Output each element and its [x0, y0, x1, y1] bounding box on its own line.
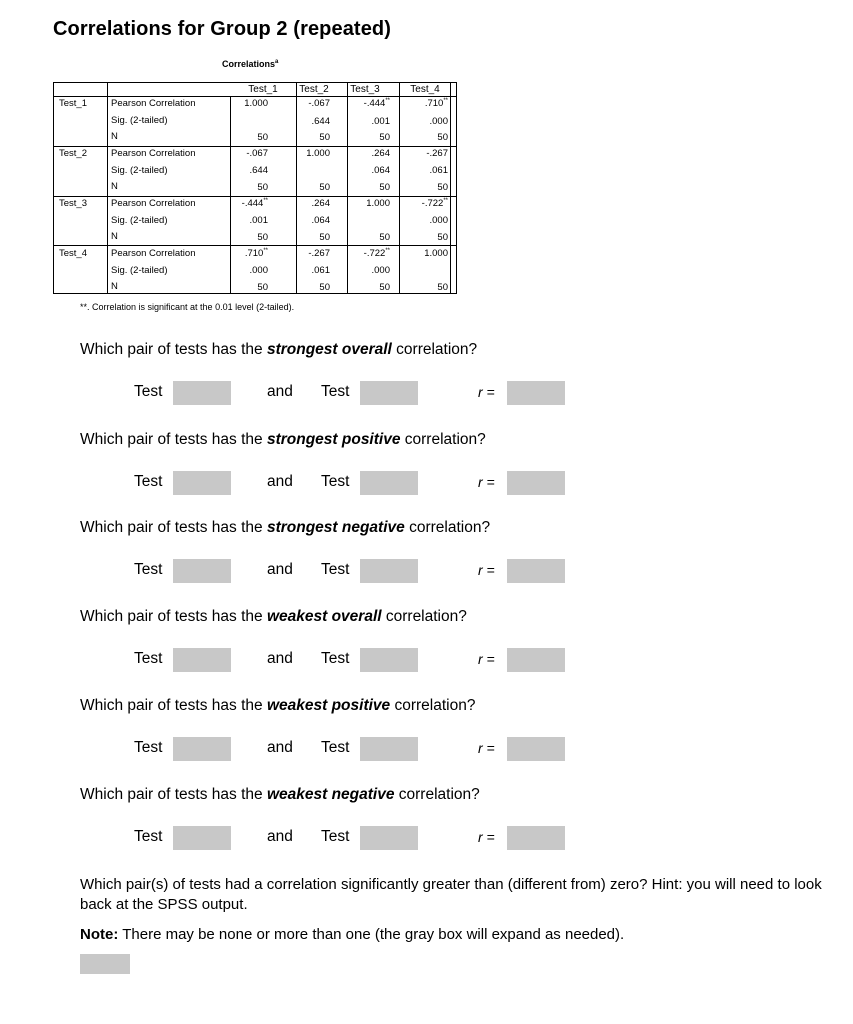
- n-cell: 50: [379, 132, 390, 143]
- sig-cell: .000: [429, 214, 448, 226]
- row-variable: Test_1: [59, 98, 87, 109]
- significance-mark: **: [385, 247, 390, 254]
- n-cell: 50: [257, 282, 268, 293]
- question-6: [80, 786, 480, 804]
- test-label: Test: [321, 561, 350, 578]
- pearson-cell: -.444**: [363, 97, 390, 109]
- r-label: r =: [478, 474, 495, 490]
- pearson-cell: -.722**: [421, 197, 448, 209]
- r-value-input[interactable]: [507, 381, 565, 405]
- r-label: r =: [478, 384, 495, 400]
- first-test-input[interactable]: [173, 381, 231, 405]
- r-label: r =: [478, 562, 495, 578]
- r-label: r =: [478, 829, 495, 845]
- question-text: Which pair of tests has the: [80, 608, 267, 625]
- sig-cell: .000: [371, 264, 390, 276]
- and-label: and: [267, 473, 293, 490]
- question-emphasis: strongest overall: [266, 341, 392, 358]
- test-label: Test: [134, 739, 163, 756]
- question-3: [80, 519, 490, 537]
- stat-label: Pearson Correlation: [111, 98, 196, 109]
- sig-cell: .061: [311, 264, 330, 276]
- n-cell: 50: [257, 232, 268, 243]
- first-test-input[interactable]: [173, 737, 231, 761]
- n-cell: 50: [437, 132, 448, 143]
- stat-label: Sig. (2-tailed): [111, 214, 168, 226]
- pearson-cell: 1.000: [306, 148, 330, 159]
- question-emphasis: strongest negative: [266, 519, 405, 536]
- final-answer-box[interactable]: [80, 954, 130, 974]
- stat-label: Sig. (2-tailed): [111, 264, 168, 276]
- n-cell: 50: [437, 232, 448, 243]
- question-5: [80, 697, 475, 715]
- n-cell: 50: [437, 282, 448, 293]
- question-text: correlation?: [391, 341, 478, 358]
- table-caption-text: Correlations: [222, 59, 276, 69]
- stat-label: N: [111, 281, 118, 292]
- test-label: Test: [134, 473, 163, 490]
- and-label: and: [267, 561, 293, 578]
- stat-label: Sig. (2-tailed): [111, 114, 168, 126]
- n-cell: 50: [257, 182, 268, 193]
- sig-cell: .644: [311, 116, 330, 127]
- note-text: There may be none or more than one (the gray box will expand as needed).: [118, 926, 625, 943]
- test-label: Test: [321, 739, 350, 756]
- r-value-input[interactable]: [507, 737, 565, 761]
- pearson-cell: 1.000: [424, 248, 448, 259]
- test-label: Test: [321, 650, 350, 667]
- final-question: Which pair(s) of tests had a correlation significantly greater than (different from) zero? Hint: you will need to look back at the SPSS output.: [80, 876, 822, 913]
- col-header: Test_1: [248, 84, 278, 95]
- stat-label: N: [111, 181, 118, 192]
- r-value-input[interactable]: [507, 559, 565, 583]
- question-2: [80, 431, 486, 449]
- n-cell: 50: [437, 182, 448, 193]
- n-cell: 50: [319, 132, 330, 143]
- table-vline: [450, 83, 451, 293]
- question-emphasis: strongest positive: [266, 431, 401, 448]
- table-caption: [222, 59, 278, 69]
- table-vline: [230, 96, 231, 293]
- test-label: Test: [321, 473, 350, 490]
- second-test-input[interactable]: [360, 737, 418, 761]
- test-label: Test: [134, 650, 163, 667]
- sig-cell: .061: [429, 164, 448, 176]
- second-test-input[interactable]: [360, 381, 418, 405]
- pearson-cell: -.267: [426, 148, 448, 159]
- sig-cell: .000: [429, 116, 448, 127]
- significance-mark: **: [263, 247, 268, 254]
- sig-cell: .001: [371, 116, 390, 127]
- n-cell: 50: [319, 282, 330, 293]
- pearson-cell: -.722**: [363, 247, 390, 259]
- second-test-input[interactable]: [360, 559, 418, 583]
- pearson-cell: -.067: [308, 98, 330, 109]
- significance-mark: **: [263, 197, 268, 204]
- pearson-cell: 1.000: [366, 198, 390, 209]
- question-text: Which pair of tests has the: [80, 519, 267, 536]
- pearson-cell: .264: [371, 148, 390, 159]
- r-label: r =: [478, 651, 495, 667]
- sig-cell: .064: [311, 214, 330, 226]
- significance-mark: **: [443, 97, 448, 104]
- r-value-input[interactable]: [507, 648, 565, 672]
- r-label: r =: [478, 740, 495, 756]
- table-row-line: [54, 146, 456, 147]
- question-text: correlation?: [381, 608, 467, 625]
- question-1: [80, 341, 477, 359]
- first-test-input[interactable]: [173, 648, 231, 672]
- pearson-cell: .710**: [244, 247, 268, 259]
- question-emphasis: weakest negative: [266, 786, 395, 803]
- test-label: Test: [134, 561, 163, 578]
- note-label: Note:: [80, 926, 119, 943]
- n-cell: 50: [379, 182, 390, 193]
- table-footnote: **. Correlation is significant at the 0.01 level (2-tailed).: [80, 302, 295, 312]
- col-header: Test_2: [299, 84, 329, 95]
- table-vline: [107, 83, 108, 293]
- stat-label: Pearson Correlation: [111, 248, 196, 259]
- question-text: correlation?: [390, 697, 476, 714]
- pearson-cell: .264: [311, 198, 330, 209]
- note-line: [80, 925, 624, 945]
- n-cell: 50: [319, 232, 330, 243]
- question-text: Which pair of tests has the: [80, 697, 267, 714]
- question-text: correlation?: [404, 519, 491, 536]
- question-text: correlation?: [394, 786, 480, 803]
- pearson-cell: 1.000: [244, 98, 268, 109]
- row-variable: Test_3: [59, 198, 87, 209]
- table-header-line: [54, 96, 456, 97]
- table-row-line: [54, 245, 456, 246]
- question-emphasis: weakest positive: [266, 697, 391, 714]
- sig-cell: .000: [249, 264, 268, 276]
- row-variable: Test_2: [59, 148, 87, 159]
- pearson-cell: -.267: [308, 248, 330, 259]
- stat-label: N: [111, 231, 118, 242]
- pearson-cell: .710**: [424, 97, 448, 109]
- stat-label: Pearson Correlation: [111, 198, 196, 209]
- correlations-table: [53, 82, 457, 294]
- question-text: Which pair of tests has the: [80, 786, 267, 803]
- row-variable: Test_4: [59, 248, 87, 259]
- sig-cell: .064: [371, 164, 390, 176]
- test-label: Test: [134, 383, 163, 400]
- second-test-input[interactable]: [360, 648, 418, 672]
- stat-label: Pearson Correlation: [111, 148, 196, 159]
- col-header: Test_3: [350, 84, 380, 95]
- pearson-cell: -.067: [246, 148, 268, 159]
- n-cell: 50: [379, 232, 390, 243]
- sig-cell: .001: [249, 214, 268, 226]
- r-value-input[interactable]: [507, 471, 565, 495]
- second-test-input[interactable]: [360, 826, 418, 850]
- col-header: Test_4: [410, 84, 440, 95]
- stat-label: Sig. (2-tailed): [111, 164, 168, 176]
- test-label: Test: [321, 383, 350, 400]
- and-label: and: [267, 650, 293, 667]
- r-value-input[interactable]: [507, 826, 565, 850]
- question-4: [80, 608, 467, 626]
- test-label: Test: [134, 828, 163, 845]
- and-label: and: [267, 828, 293, 845]
- sig-cell: .644: [249, 164, 268, 176]
- page-title: Correlations for Group 2 (repeated): [53, 18, 391, 40]
- n-cell: 50: [257, 132, 268, 143]
- n-cell: 50: [319, 182, 330, 193]
- question-text: correlation?: [400, 431, 486, 448]
- stat-label: N: [111, 131, 118, 142]
- first-test-input[interactable]: [173, 826, 231, 850]
- significance-mark: **: [443, 197, 448, 204]
- table-caption-sup: a: [275, 59, 279, 65]
- test-label: Test: [321, 828, 350, 845]
- question-text: Which pair of tests has the: [80, 431, 267, 448]
- question-text: Which pair of tests has the: [80, 341, 267, 358]
- significance-mark: **: [385, 97, 390, 104]
- pearson-cell: -.444**: [241, 197, 268, 209]
- n-cell: 50: [379, 282, 390, 293]
- second-test-input[interactable]: [360, 471, 418, 495]
- question-emphasis: weakest overall: [266, 608, 382, 625]
- and-label: and: [267, 739, 293, 756]
- and-label: and: [267, 383, 293, 400]
- first-test-input[interactable]: [173, 471, 231, 495]
- first-test-input[interactable]: [173, 559, 231, 583]
- table-row-line: [54, 196, 456, 197]
